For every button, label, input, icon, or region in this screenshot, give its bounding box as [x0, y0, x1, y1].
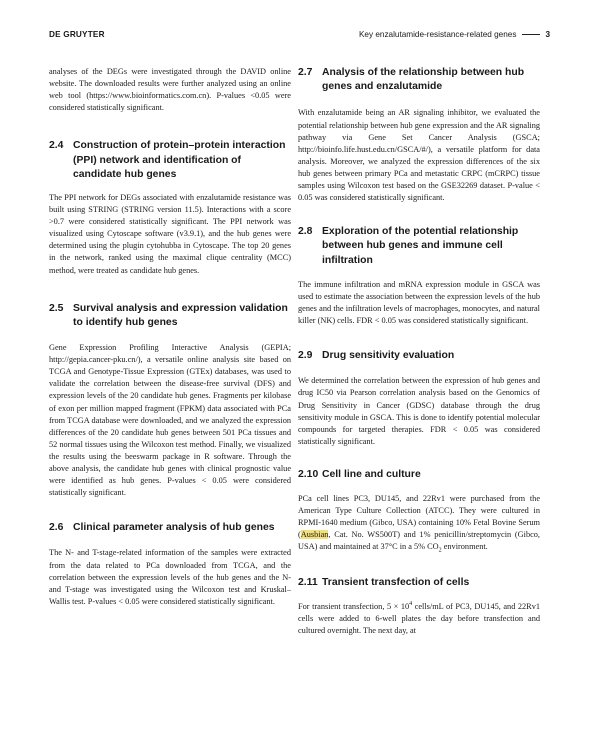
section-title: Survival analysis and expression validation to identify hub genes: [73, 302, 288, 328]
section-number: 2.8: [298, 226, 313, 238]
section-heading-2-8: [298, 225, 540, 268]
section-heading-2-11: [298, 576, 540, 590]
left-column: [49, 66, 291, 608]
section-heading-2-4: [49, 139, 291, 182]
section-title: Exploration of the potential relationship between hub genes and immune cell infiltration: [322, 226, 519, 266]
running-header: [359, 30, 550, 39]
section-body-2-9: We determined the correlation between the expression of hub genes and drug IC50 via Pearson correlation analysis based on the Genomics of Drug Sensitivity in Cancer (GDSC) database through the drug sensitivity module in GSCA. This is done to identify potential molecular compounds for targeted therapies. FDR < 0.05 was considered statistically significant.: [298, 376, 540, 446]
section-heading-2-5: [49, 302, 291, 330]
body-text: cells/mL of PC3, DU145, and 22Rv1 cells were added to 6-well plates the day before transfection and cultured overnight. The next day, at: [298, 601, 541, 635]
section-body-2-10: [298, 493, 540, 553]
section-body-2-4: The PPI network for DEGs associated with enzalutamide resistance was built using STRING (STRING version 11.5). Interactions with a score >0.7 were considered statistically significant. The PPI network was visualized using Cytoscape software (v3.9.1), and the hub genes were determined using the plugin cytohubba in Cytoscape. The top 20 genes in the network, ranked using the maximal clique centrality (MCC) method, were treated as candidate hub genes.: [49, 192, 291, 275]
running-title: Key enzalutamide-resistance-related genes: [358, 30, 517, 39]
publisher-name: DE GRUYTER: [49, 30, 105, 39]
section-number: 2.11: [298, 576, 318, 588]
section-title: Construction of protein–protein interaction (PPI) network and identification of candidate hub genes: [73, 140, 286, 180]
section-number: 2.10: [298, 468, 319, 480]
body-text: PCa cell lines PC3, DU145, and 22Rv1 were purchased from the American Type Culture Collection (ATCC). They were cultured in RPMI-1640 medium (Gibco, USA) containing 10% Fetal Bovine Serum (: [298, 494, 540, 540]
section-body-2-11: [298, 601, 540, 637]
section-number: 2.4: [49, 140, 64, 152]
section-number: 2.6: [49, 522, 64, 534]
section-number: 2.7: [298, 67, 313, 78]
body-text: environment.: [441, 542, 488, 552]
section-title: Drug sensitivity evaluation: [322, 350, 455, 362]
section-number: 2.9: [298, 350, 313, 362]
section-heading-2-6: [49, 521, 291, 535]
highlighted-term: Ausbian: [300, 530, 329, 540]
section-number: 2.5: [49, 302, 64, 314]
section-heading-2-9: [298, 349, 540, 363]
superscript: 4: [409, 601, 413, 608]
section-title: Clinical parameter analysis of hub genes: [73, 522, 275, 534]
page-number: 3: [545, 30, 550, 39]
section-body-2-7: With enzalutamide being an AR signaling inhibitor, we evaluated the potential relationship between hub gene expression and the AR signaling pathway via Gene Set Cancer Analysis (GSCA; http://bioinfo.life.hust.edu.cn/GSCA/#/), a versatile platform for data analysis. Moreover, we analyzed the expression differences of the six hub genes between primary PCa and metastatic CRPC (mCRPC) tissue samples using Wilcoxon test based on the GSE32269 dataset. P-value < 0.05 was considered statistically significant.: [298, 108, 540, 203]
section-body-2-8: The immune infiltration and mRNA expression module in GSCA was used to estimate the association between the expression levels of the hub genes and the infiltration levels of macrophages, monocytes, and natural killer (NK) cells. FDR < 0.05 was considered statistically significant.: [298, 279, 540, 326]
section-title: Cell line and culture: [322, 468, 421, 480]
intro-paragraph: analyses of the DEGs were investigated through the DAVID online website. The downloaded results were further analyzed using an online web tool (https://www.bioinformatics.com.cn). P-values <0.05 were considered statistically significant.: [49, 67, 291, 113]
section-title: Analysis of the relationship between hub genes and enzalutamide: [322, 67, 525, 93]
section-heading-2-7: [298, 66, 540, 94]
right-column: [298, 66, 540, 637]
body-text: For transient transfection, 5 × 10: [298, 601, 410, 611]
section-body-2-6: The N- and T-stage-related information of the samples were extracted from the data related to PCa downloaded from TCGA, and the correlation between the expression levels of the hub genes and the N- and T-stage was investigated using the Wilcoxon test and Kruskal–Wallis test. P-values < 0.05 were considered statistically significant.: [49, 548, 291, 606]
body-text: , Cat. No. WS500T) and 1% penicillin/streptomycin (Gibco, USA) and maintained at 37°C in a 5% CO: [298, 530, 540, 552]
section-title: Transient transfection of cells: [322, 576, 470, 588]
page-header: [49, 30, 550, 44]
section-body-2-5: Gene Expression Profiling Interactive Analysis (GEPIA; http://gepia.cancer-pku.cn/), a versatile online analysis site based on TCGA and Genotype-Tissue Expression (GTEx) databases, was used to validate the correlation between the disease-free survival (DFS) and expression levels of the 20 candidate hub genes. Fragments per kilobase of exon per million mapped fragment (FPKM) data associated with PCa from TCGA database were downloaded, and we analyzed the expression differences of the 20 candidate hub genes between 501 PCa tissues and 52 normal tissues using the Wilcoxon test method. Finally, we visualized the results using the beeswarm package in R software. Through the above analysis, the candidate hub genes with clinical prognostic value were identified as hub genes. P-values < 0.05 were considered statistically significant.: [49, 343, 291, 498]
header-dash: [522, 34, 540, 35]
subscript: 2: [438, 548, 442, 555]
section-heading-2-10: [298, 468, 540, 482]
